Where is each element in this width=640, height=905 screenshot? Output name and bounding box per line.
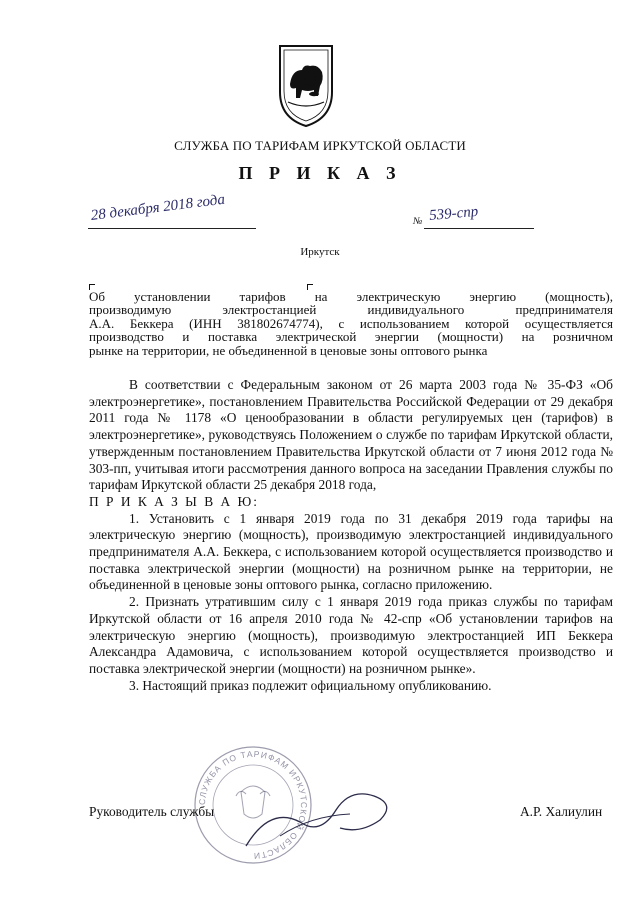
- signatory-name: А.Р. Халиулин: [520, 804, 603, 819]
- number-label: №: [413, 216, 423, 227]
- coat-of-arms-emblem-icon: [274, 40, 338, 130]
- subject-line: А.А. Беккера (ИНН 381802674774), с использованием которой осуществляется: [89, 315, 613, 331]
- agency-name: СЛУЖБА ПО ТАРИФАМ ИРКУТСКОЙ ОБЛАСТИ: [174, 138, 466, 153]
- city-name: Иркутск: [300, 246, 340, 258]
- order-item-text: 2. Признать утратившим силу с 1 января 2019 года приказ службы по тарифам Иркутской области от 16 апреля 2010 года № 42-спр «Об установлении тарифов на электрическую энергию (мощность), производимую электростанцией ИП Беккера Александра Адамовича, с использованием которой осуществляется производство и поставка электрической энергии (мощности) на розничном рынке».: [89, 594, 613, 676]
- preamble-text: В соответствии с Федеральным законом от 26 марта 2003 года № 35-ФЗ «Об электроэнергетике», постановлением Правительства Российской Федерации от 29 декабря 2011 года № 1178 «О ценообразовании в области регулируемых цен (тарифов) в электроэнергетике», руководствуясь Положением о службе по тарифам Иркутской области, утвержденным постановлением Правительства Иркутской области от 7 июня 2012 года № 303-пп, учитывая итоги рассмотрения данного вопроса на заседании Правления службы по тарифам Иркутской области 25 декабря 2018 года,: [89, 377, 613, 493]
- order-item-text: 3. Настоящий приказ подлежит официальному опубликованию.: [129, 677, 492, 693]
- order-item-3: [89, 678, 613, 695]
- subject-line: рынке на территории, не объединенной в ценовые зоны оптового рынка: [89, 342, 488, 358]
- order-item-text: 1. Установить с 1 января 2019 года по 31 декабря 2019 года тарифы на электрическую энергию (мощность), производимую электростанцией индивидуального предпринимателя А.А. Беккера, с использованием которой осуществляется производство и поставка электрической энергии (мощности) на розничном рынке на территории, не объединенной в ценовые зоны оптового рынка, согласно приложению.: [89, 510, 613, 593]
- order-subject: [89, 290, 613, 357]
- signatory-position: Руководитель службы: [89, 804, 215, 819]
- date-underline: [88, 228, 256, 229]
- handwritten-date: 28 декабря 2018 года: [89, 191, 226, 225]
- order-word: П Р И К А З Ы В А Ю:: [89, 493, 259, 509]
- document-title: П Р И К А З: [238, 163, 402, 183]
- subject-line: Об установлении тарифов на электрическую энергию (мощность),: [89, 289, 613, 304]
- number-underline: [424, 228, 534, 229]
- signature-icon: [240, 776, 410, 856]
- subject-line: производство и поставка электрической энергии (мощности) на розничном: [89, 329, 613, 345]
- order-body: [89, 377, 613, 694]
- order-item-2: [89, 594, 613, 678]
- preamble-paragraph: [89, 377, 613, 494]
- subject-line: производимую электростанцией индивидуального предпринимателя: [89, 302, 613, 318]
- order-item-1: [89, 511, 613, 595]
- stamp-text: СЛУЖБА ПО ТАРИФАМ ИРКУТСКОЙ ОБЛАСТИ: [196, 748, 310, 862]
- handwritten-number: 539-спр: [428, 203, 479, 225]
